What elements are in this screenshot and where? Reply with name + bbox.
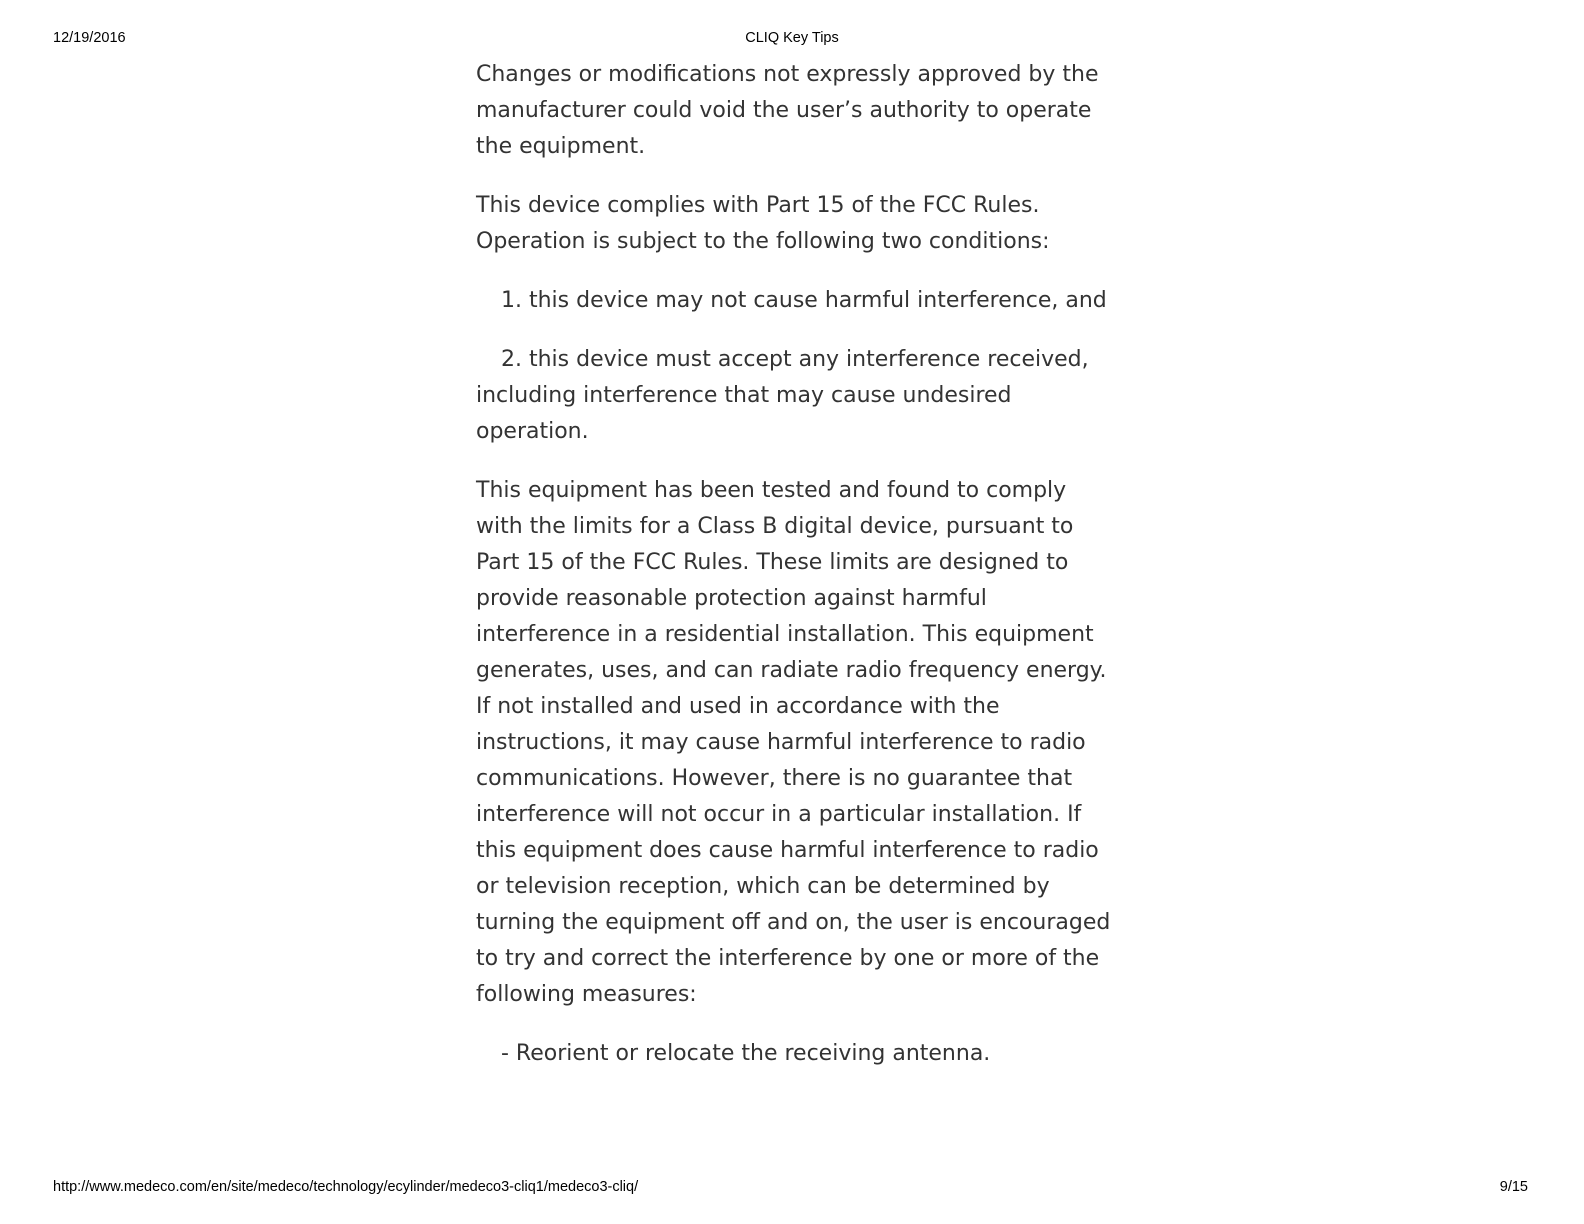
print-date: 12/19/2016 xyxy=(53,30,126,46)
document-body xyxy=(476,57,1116,1095)
print-footer xyxy=(0,1179,1584,1199)
paragraph-class-b-statement: This equipment has been tested and found to comply with the limits for a Class B digital device, pursuant to Part 15 of the FCC Rules. These limits are designed to provide reasonable protection against harmful interference in a residential installation. This equipment generates, uses, and can radiate radio frequency energy. If not installed and used in accordance with the instructions, it may cause harmful interference to radio communications. However, there is no guarantee that interference will not occur in a particular installation. If this equipment does cause harmful interference to radio or television reception, which can be determined by turning the equipment off and on, the user is encouraged to try and correct the interference by one or more of the following measures: xyxy=(476,478,1111,1007)
source-url: http://www.medeco.com/en/site/medeco/technology/ecylinder/medeco3-cliq1/medeco3-cliq/ xyxy=(53,1179,639,1195)
page-number: 9/15 xyxy=(1499,1179,1528,1195)
condition-item-1: 1. this device may not cause harmful interference, and xyxy=(501,288,1107,313)
measure-item-1: - Reorient or relocate the receiving antenna. xyxy=(501,1041,991,1066)
page-title: CLIQ Key Tips xyxy=(745,30,839,46)
print-header xyxy=(0,30,1584,50)
paragraph-modifications-warning: Changes or modifications not expressly approved by the manufacturer could void the user’s authority to operate the equipment. xyxy=(476,62,1099,159)
condition-item-2: 2. this device must accept any interference received, including interference that may cause undesired operation. xyxy=(476,347,1089,444)
paragraph-fcc-compliance: This device complies with Part 15 of the FCC Rules. Operation is subject to the following two conditions: xyxy=(476,193,1050,254)
